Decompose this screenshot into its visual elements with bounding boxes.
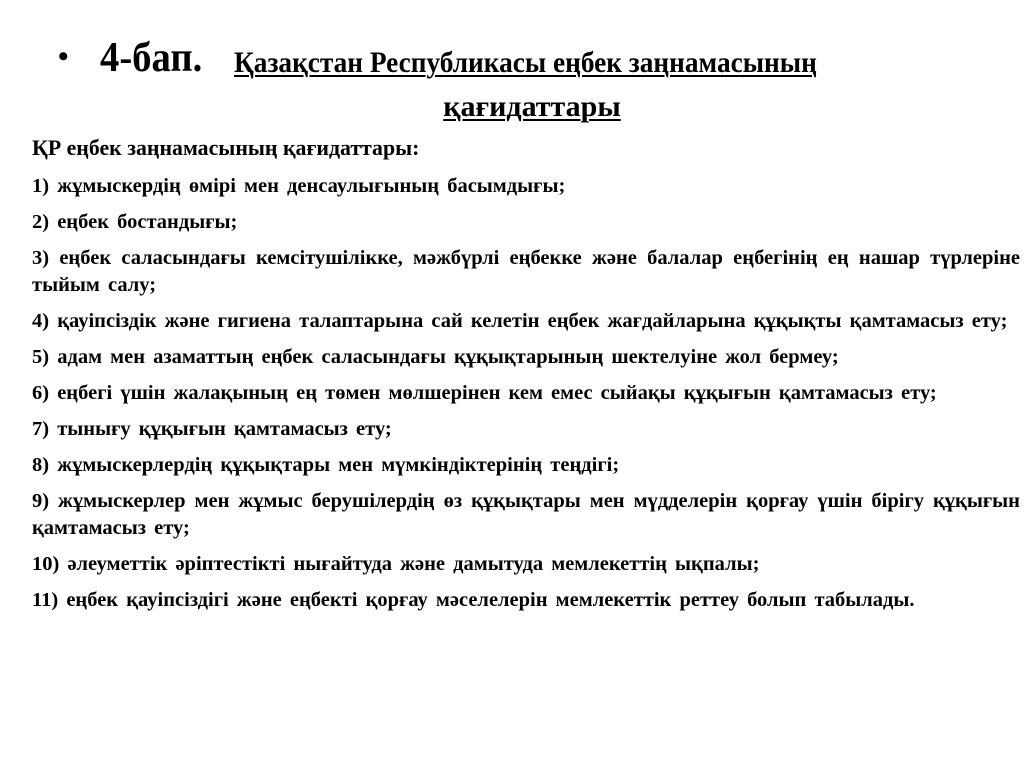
title-text-line-2: қағидаттары [443, 90, 621, 123]
list-item: 8) жұмыскерлердің құқықтары мен мүмкіндіктерінің теңдігі; [32, 454, 620, 476]
list-item: 10) әлеуметтік әріптестікті нығайтуда және дамытуда мемлекеттің ықпалы; [32, 553, 760, 575]
list-item: 7) тынығу құқығын қамтамасыз ету; [32, 418, 392, 440]
title-article-number: 4-бап. [100, 35, 203, 81]
list-item: 5) адам мен азаматтың еңбек саласындағы құқықтарының шектелуіне жол бермеу; [32, 346, 839, 368]
principles-list [32, 173, 1020, 623]
bullet-icon: • [58, 40, 69, 73]
list-item: 11) еңбек қауіпсіздігі және еңбекті қорғау мәселелерін мемлекеттік реттеу болып табылады. [32, 589, 915, 611]
section-heading: ҚР еңбек заңнамасының қағидаттары: [32, 135, 420, 160]
list-item: 3) еңбек саласындағы кемсітушілікке, мәжбүрлі еңбекке және балалар еңбегінің ең нашар түрлеріне тыйым салу; [32, 247, 1020, 296]
list-item: 6) еңбегі үшін жалақының ең төмен мөлшерінен кем емес сыйақы құқығын қамтамасыз ету; [32, 382, 937, 404]
title-text-line-1: Қазақстан Республикасы еңбек заңнамасының [234, 46, 817, 79]
list-item: 2) еңбек бостандығы; [32, 211, 238, 233]
list-item: 4) қауіпсіздік және гигиена талаптарына сай келетін еңбек жағдайларына құқықты қамтамасыз ету; [32, 310, 1008, 332]
list-item: 1) жұмыскердің өмірі мен денсаулығының басымдығы; [32, 175, 566, 197]
list-item: 9) жұмыскерлер мен жұмыс берушілердің өз құқықтары мен мүдделерін қорғау үшін бірігу құқығын қамтамасыз ету; [32, 490, 1020, 539]
